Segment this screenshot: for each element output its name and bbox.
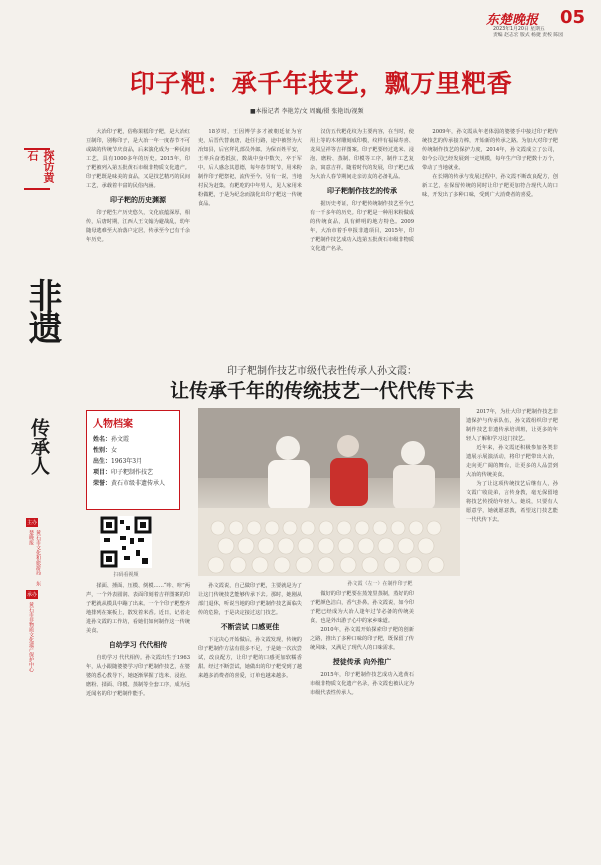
photo-image <box>198 408 460 576</box>
article1-col2: 18岁时，王因博学多才被朝廷征为官吏，后晋代替南唐，赴任行路，途中被誉为大冶知县，后官拜礼部员外郎。为保百姓平安，王率兵奋勇抵抗，数战中身中数矢，卒于军中。后人感念其恩德，每年春节时节，用米粉制作印子粑祭祀，流传至今。另有一说，当地村民为赶集，有粑吃的中年男人，见人家用米粉做粑，于是为纪念而演化出印子粑这一传统食品。 <box>198 129 302 207</box>
profile-list <box>87 434 179 489</box>
profile-key: 出生： <box>93 458 112 465</box>
profile-key: 荣誉： <box>93 480 112 487</box>
article1-col1: 大冶印子粑，俗称果糕印子粑，是大冶红豆制印，别称印子，是大冶一年一度春节不可或缺的传统节庆食品，后来演化成为一种民间工艺，具有1000多年的历史。2015年，印子粑被列入第五批黄石市级非物质文化遗产。印子粑既是味美的食品，又是技艺精巧的民间工艺，承载着丰富的民俗内涵。 印子粑的历史渊源 印子粑生产历史悠久，文化底蕴深厚，相传，后唐时期，江西人王文翰为避战乱，幼年随母逃难至大冶落户定居，传承至今已有千余年历史。 <box>86 129 190 243</box>
profile-row <box>93 467 173 478</box>
page-header <box>0 0 601 37</box>
qr-caption: 扫码看视频 <box>113 572 139 578</box>
article2-kicker: 印子粑制作技艺市级代表性传承人孙文霞： <box>227 366 417 377</box>
subheading-history: 印子粑的历史渊源 <box>110 196 166 204</box>
profile-title: 人物档案 <box>93 419 133 430</box>
profile-key: 姓名： <box>93 436 112 443</box>
section-label: 探访黄石 <box>24 148 50 190</box>
newspaper-logo: 东楚晚报 <box>486 13 539 28</box>
profile-value: 女 <box>111 447 118 454</box>
profile-row <box>93 456 173 467</box>
page-number: 05 <box>560 7 586 28</box>
article1-col3: 汉仿五代粑花纹为主要内容，在当时，使用上等的木材雕刻成印模，纹样有福禄寿喜、龙凤呈祥等吉祥图案。印子粑要经过选米、浸泡、磨粉、蒸制、印模等工序，制作工艺复杂，寓意吉祥。随着时代的发展，印子粑已成为大冶人春节期间走亲访友的必备礼品。 印子粑制作技艺的传承 据历史考证，印子粑传统制作技艺至今已有一千多年的历史。印子粑是一种用米粉做成的传统食品，具有鲜明的地方特色。2009年，大冶市着手申报非遗项目，2015年，印子粑制作技艺成功入选第五批黄石市级非物质文化遗产名录。 <box>310 129 414 252</box>
article2-title: 让传承千年的传统技艺一代代传下去 <box>169 380 474 402</box>
profile-value: 印子粑制作技艺 <box>111 469 154 476</box>
article-byline: ■本报记者 李艳芳/文 周巍/摄 张艳语/视频 <box>250 108 364 115</box>
feature-photo <box>198 408 460 576</box>
article-title: 印子粑：承千年技艺，飘万里粑香 <box>129 69 513 98</box>
article2-col2: 孙文霞说，自己做印子粑，主要就是为了让这门传统技艺能够传承下去。那时，她刚从部门退休，听说当地的印子粑制作技艺面临失传的危险，于是决定接过这门技艺。 不断尝试 口感更佳 下定决心开始做后，孙文霞发现，传统的印子粑制作方法有很多不足，于是她一次次尝试，改良配方，让印子粑的口感更加软糯香甜。经过不断尝试，她做出的印子粑受到了越来越多消费者的喜爱，订单也越来越多。 <box>198 583 302 679</box>
profile-row <box>93 434 173 445</box>
video-qr-code[interactable] <box>100 516 152 568</box>
profile-row <box>93 478 173 489</box>
qr-code-icon <box>100 516 152 568</box>
section-big-title: 非遗 <box>22 278 62 342</box>
profile-key: 性别： <box>93 447 112 454</box>
co-org: 黄石市非物质文化遗产保护中心 <box>28 602 34 672</box>
article1-col4: 2009年，孙文霞从年老体弱的婆婆手中接过印子粑传统技艺的传承接力棒，开始新的传承之路。为加大对印子粑传统制作技艺的保护力度，2014年，孙文霞成立了公司，如今公司已经发展到一定规模，每年生产印子粑数十万个，带动了当地就业。 在长期的传承与发展过程中，孙文霞不断改良配方，创新工艺，在保留传统的同时让印子粑更加符合现代人的口味，开发出了多种口味，受到广大消费者的喜爱。 <box>422 129 558 198</box>
editor-credits: 责编 赵志宏 版式 杨捷 责校 陈园 <box>493 33 563 38</box>
photo-caption: 孙文霞（左一）在制作印子粑 <box>347 581 413 587</box>
issue-date: 2023年1月20日 星期五 <box>493 27 545 32</box>
host-badge: 主办 <box>27 520 38 526</box>
section-sidebar <box>22 118 62 678</box>
section-small-title: 传承人 <box>28 418 50 475</box>
profile-row <box>93 445 173 456</box>
profile-key: 项目： <box>93 469 112 476</box>
profile-value: 孙文霞 <box>111 436 130 443</box>
subheading-learning: 自幼学习 代代相传 <box>108 641 168 649</box>
profile-value: 黄石市级非遗传承人 <box>111 480 166 487</box>
subheading-inheritance: 印子粑制作技艺的传承 <box>327 187 397 195</box>
article2-col3: 做好的印子粑要在蒸笼里蒸制，蒸好的印子粑颜色洁白，香气扑鼻。孙文霞说，如今印子粑已经成为大冶人逢年过节必备的传统美食，也是外出游子心中的家乡味道。 2010年，孙文霞开始探索印子粑的创新之路，推出了多种口味的印子粑，既保留了传统风味，又满足了现代人的口味需求。 授徒传承 向外推广 2015年，印子粑制作技艺成功入选黄石市级非物质文化遗产名录，孙文霞也被认定为市级代表性传承人。 <box>310 591 414 696</box>
subheading-apprentice: 授徒传承 向外推广 <box>332 658 392 666</box>
article2-col1: 揉面、捶面、压模、倒模……“咔、咔”两声，一个外表圆润、表面印刻着吉祥图案的印子粑就从模具中蹦了出来。一个个印子粑整齐地排列在案板上，散发着米香。近日，记者走进孙文霞的工作坊，看她们如何制作这一传统美食。 自幼学习 代代相传 自幼学习 代代相传。孙文霞出生于1963年，从小跟随婆婆学习印子粑制作技艺，在婆婆的悉心教导下，她逐渐掌握了选米、浸泡、磨粉、揉面、印模、蒸制等全套工序，成为远近闻名的印子粑制作能手。 <box>86 583 190 697</box>
profile-value: 1963年3月 <box>111 458 143 465</box>
co-badge: 承办 <box>27 592 38 598</box>
subheading-trying: 不断尝试 口感更佳 <box>220 623 280 631</box>
host-org: 黄石市文化和旅游局 东楚晚报 <box>28 530 41 586</box>
article2-col4: 2017年，为壮大印子粑制作技艺非遗保护与传承队伍，孙文霞组织印子粑制作技艺非遗传承培训班，让更多的年轻人了解和学习这门技艺。 近年来，孙文霞还积极参加各类非遗展示展演活动，将印子粑带出大冶，走向更广阔的舞台，让更多的人品尝到大冶的传统美食。 为了让这项传统技艺后继有人，孙文霞广收徒弟，言传身教，毫无保留地将技艺传授给年轻人。她说，只要有人愿意学，她就愿意教，希望这门技艺能一代代传下去。 <box>466 409 558 523</box>
profile-box <box>86 410 180 510</box>
